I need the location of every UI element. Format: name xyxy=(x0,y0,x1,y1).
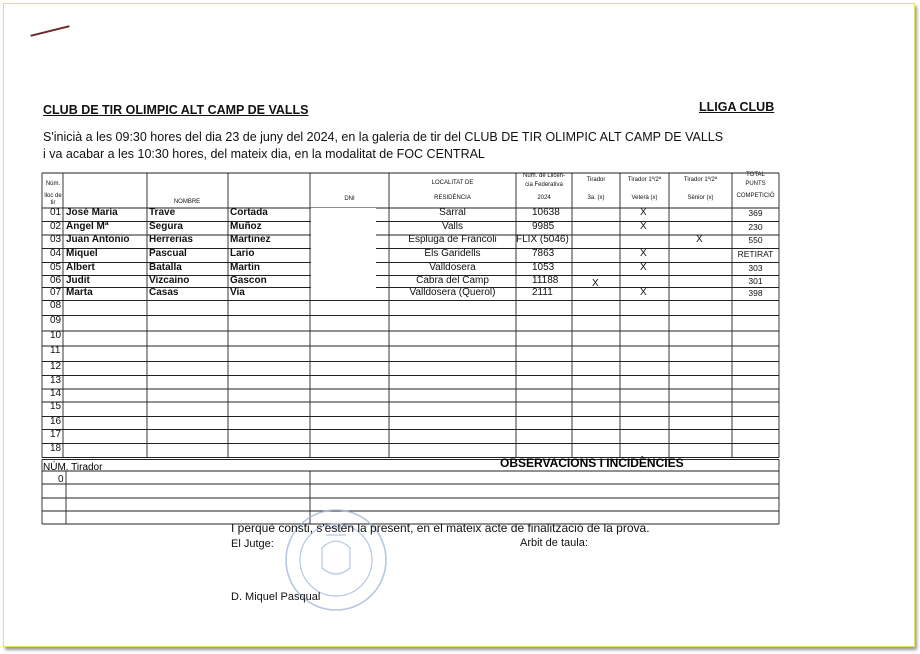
th-llicencia: cia Federativa xyxy=(525,182,563,188)
row-number: 14 xyxy=(50,388,62,399)
row-number: 12 xyxy=(50,360,62,372)
cell-localitat: Cabra del Camp xyxy=(416,274,489,286)
th-num: Núm. xyxy=(45,181,61,187)
cell-punts: 550 xyxy=(748,235,763,245)
footer-statement: I perquè consti, s'estén la present, en el mateix acte de finalització de la prova. xyxy=(231,521,650,535)
th-tirador: 3a. (x) xyxy=(587,195,605,201)
cell-first-name: Marta xyxy=(66,286,93,298)
cell-punts: 230 xyxy=(748,221,763,232)
row-number: 09 xyxy=(50,314,62,326)
cell-surname-2: Martin xyxy=(230,261,260,273)
th-vetera: Tirador 1ª/2ª xyxy=(627,177,662,183)
cell-surname-2: Muñoz xyxy=(230,220,262,232)
row-number: 07 xyxy=(50,286,62,298)
row-number: 17 xyxy=(50,428,62,440)
cell-localitat: Espluga de Francoli xyxy=(408,234,497,245)
cell-surname-1: Segura xyxy=(149,220,183,232)
row-number: 10 xyxy=(50,330,62,341)
intro-line-1: S'inicià a les 09:30 hores del dia 23 de juny del 2024, en la galeria de tir del CLUB DE TIR OLIMPIC ALT CAMP DE VALLS xyxy=(43,130,724,144)
observations-title: OBSERVACIONS I INCIDÈNCIES xyxy=(500,456,684,470)
row-number: 08 xyxy=(50,299,62,311)
cell-llicencia: 1053 xyxy=(532,261,555,273)
cell-punts: 301 xyxy=(748,275,763,286)
th-total: TOTAL xyxy=(746,172,765,178)
club-title: CLUB DE TIR OLIMPIC ALT CAMP DE VALLS xyxy=(43,103,309,117)
th-localitat: LOCALITAT DE xyxy=(431,180,474,186)
cell-localitat: Valldosera (Querol) xyxy=(409,286,496,298)
cell-vetera: X xyxy=(640,286,647,298)
cell-surname-2: Gascon xyxy=(230,274,267,286)
cell-first-name: Miquel xyxy=(66,247,98,259)
cell-first-name: Angel Mª xyxy=(66,220,109,232)
cell-localitat: Sarral xyxy=(439,207,466,218)
cell-localitat: Els Garidells xyxy=(424,247,481,259)
row-number: 15 xyxy=(50,401,62,412)
cell-punts: 369 xyxy=(748,208,763,218)
cell-surname-2: Cortada xyxy=(230,207,268,218)
th-num: lloc de xyxy=(44,193,62,199)
cell-vetera: X xyxy=(640,207,647,218)
row-number: 04 xyxy=(50,247,62,259)
cell-first-name: Albert xyxy=(66,261,95,273)
row-number: 02 xyxy=(50,220,62,232)
cell-llicencia: FLIX (5046) xyxy=(516,234,569,245)
th-num: tir xyxy=(50,200,56,206)
cell-vetera: X xyxy=(640,220,647,232)
cell-first-name: José María xyxy=(66,207,118,218)
obs-first-num: 0 xyxy=(58,474,64,485)
th-llicencia: 2024 xyxy=(537,195,551,201)
cell-surname-1: Herrerias xyxy=(149,234,193,245)
cell-llicencia: 10638 xyxy=(532,207,560,218)
cell-senior: X xyxy=(696,234,703,245)
th-vetera: Veterà (x) xyxy=(631,195,658,201)
row-number: 16 xyxy=(50,415,62,427)
cell-localitat: Valldosera xyxy=(429,261,476,273)
cell-punts: RETIRAT xyxy=(737,248,774,259)
row-number: 18 xyxy=(50,442,62,454)
cell-vetera: X xyxy=(640,247,647,259)
league-title: LLIGA CLUB xyxy=(699,100,775,114)
cell-llicencia: 7863 xyxy=(532,247,555,259)
row-number: 13 xyxy=(50,374,62,386)
judge-label: El Jutge: xyxy=(231,538,274,550)
cell-surname-2: Via xyxy=(230,286,245,298)
th-total: COMPETICIÓ xyxy=(736,193,775,199)
dni-redaction xyxy=(311,208,376,300)
cell-localitat: Valls xyxy=(442,220,463,232)
row-number: 06 xyxy=(50,274,62,286)
th-localitat: RESIDÈNCIA xyxy=(434,195,471,201)
th-senior: Tirador 1ª/2ª xyxy=(683,177,718,183)
th-tirador: Tirador xyxy=(586,177,606,183)
row-number: 05 xyxy=(50,261,62,273)
cell-llicencia: 9985 xyxy=(532,220,555,232)
cell-surname-1: Casas xyxy=(149,286,179,298)
th-nombre: NOMBRE xyxy=(173,199,201,205)
row-number: 11 xyxy=(50,345,61,356)
cell-surname-2: Lario xyxy=(230,247,255,259)
th-dni: DNI xyxy=(344,196,355,202)
cell-first-name: Juan Antonio xyxy=(66,234,130,245)
cell-vetera: X xyxy=(640,261,647,273)
th-llicencia: Núm. de Llicèn- xyxy=(522,173,566,179)
cell-surname-1: Vizcaino xyxy=(149,274,190,286)
cell-llicencia: 2111 xyxy=(532,286,553,298)
obs-num-label: NÚM. Tirador xyxy=(43,462,103,473)
cell-punts: 303 xyxy=(748,262,763,273)
cell-surname-1: Trave xyxy=(149,207,176,218)
judge-name: D. Miquel Pasqual xyxy=(231,591,321,603)
cell-punts: 398 xyxy=(748,287,763,298)
row-number: 01 xyxy=(50,207,62,218)
arbiter-label: Arbit de taula: xyxy=(520,537,588,549)
cell-surname-2: Martinez xyxy=(230,234,271,245)
cell-surname-1: Batalla xyxy=(149,261,182,273)
th-senior: Sènior (x) xyxy=(687,195,714,201)
intro-line-2: i va acabar a les 10:30 hores, del mateix dia, en la modalitat de FOC CENTRAL xyxy=(43,147,485,161)
th-total: PUNTS xyxy=(745,181,766,187)
row-number: 03 xyxy=(50,234,62,245)
cell-surname-1: Pascual xyxy=(149,247,187,259)
cell-tercera: X xyxy=(592,277,599,289)
cell-first-name: Judit xyxy=(66,274,90,286)
cell-llicencia: 11188 xyxy=(532,274,559,286)
